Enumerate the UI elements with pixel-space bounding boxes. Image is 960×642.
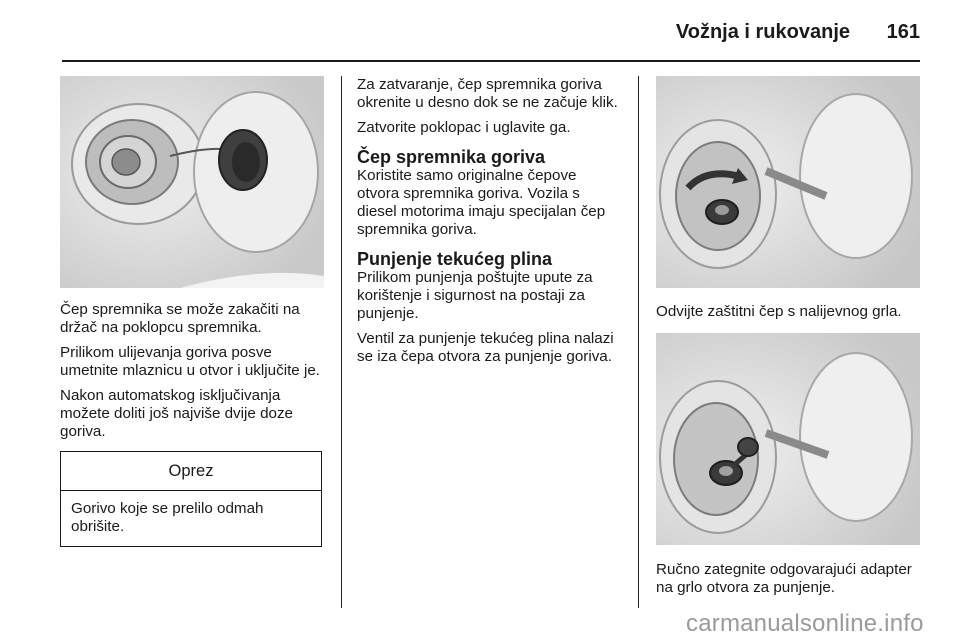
column-3 (656, 76, 920, 597)
column-divider-1 (341, 76, 342, 608)
paragraph-close-flap: Zatvorite poklopac i uglavite ga. (357, 119, 571, 136)
paragraph-closing-cap: Za zatvaranje, čep spremnika goriva okrenite u desno dok se ne začuje klik. (357, 76, 618, 111)
header-rule (62, 60, 920, 62)
adapter-figure (656, 333, 920, 545)
column-divider-2 (638, 76, 639, 608)
heading-fuel-cap: Čep spremnika goriva (357, 147, 546, 167)
paragraph-nozzle: Prilikom ulijevanja goriva posve umetnite mlaznicu u otvor i uključite je. (60, 344, 320, 379)
watermark: carmanualsonline.info (686, 610, 924, 637)
heading-lpg-refuelling: Punjenje tekućeg plina (357, 249, 553, 269)
page-header-title: Vožnja i rukovanje (675, 21, 850, 43)
caution-text: Gorivo koje se prelilo odmah obrišite. (71, 500, 264, 535)
unscrew-cap-figure (656, 76, 920, 288)
paragraph-original-caps: Koristite samo originalne čepove otvora spremnika goriva. Vozila s diesel motorima imaju specijalan čep spremnika goriva. (357, 167, 606, 238)
caution-title: Oprez (61, 452, 321, 491)
fuel-cap-holder-figure (60, 76, 324, 288)
column-2 (357, 76, 622, 366)
paragraph-lpg-valve: Ventil za punjenje tekućeg plina nalazi se iza čepa otvora za punjenje goriva. (357, 330, 614, 365)
caution-box (60, 451, 322, 547)
paragraph-lpg-instructions: Prilikom punjenja poštujte upute za korištenje i sigurnost na postaji za punjenje. (357, 269, 593, 322)
paragraph-auto-shutoff: Nakon automatskog isključivanja možete doliti još najviše dvije doze goriva. (60, 387, 293, 440)
column-1 (60, 76, 322, 547)
paragraph-cap-holder: Čep spremnika se može zakačiti na držač na poklopcu spremnika. (60, 301, 300, 336)
caption-tighten-adapter: Ručno zategnite odgovarajući adapter na grlo otvora za punjenje. (656, 561, 912, 596)
page-number: 161 (886, 21, 920, 43)
caption-unscrew-cap: Odvijte zaštitni čep s nalijevnog grla. (656, 303, 902, 320)
